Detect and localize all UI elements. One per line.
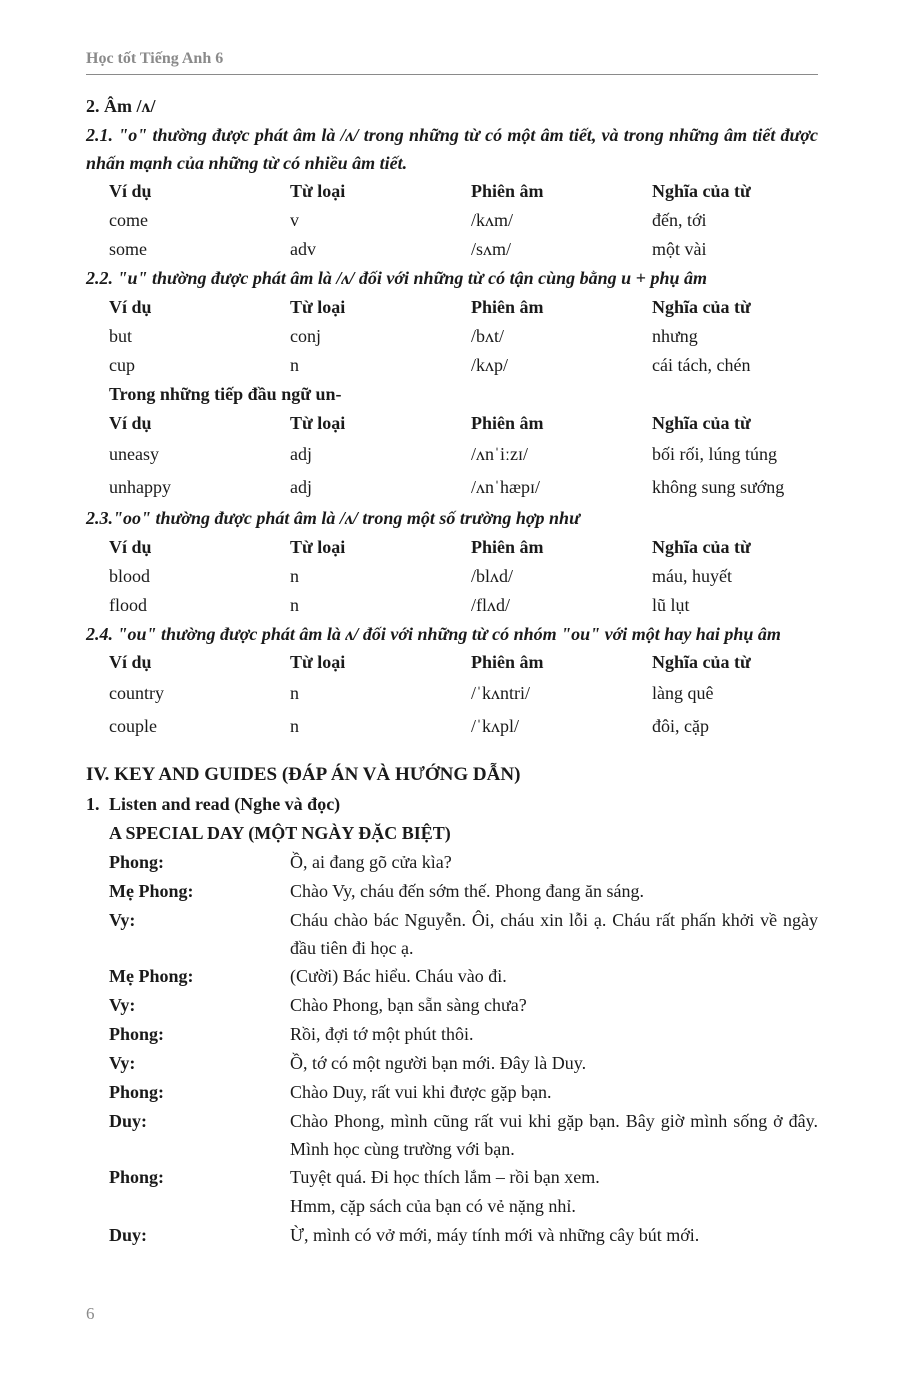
cell-meaning: làng quê	[652, 683, 714, 703]
rule-note: Trong những tiếp đầu ngữ un-	[109, 384, 342, 404]
dialogue-line	[86, 1020, 818, 1049]
table-row	[86, 322, 818, 351]
cell-ipa: /ˈkʌntri/	[471, 683, 530, 703]
cell-word: some	[109, 239, 147, 259]
utterance: Ồ, tớ có một người bạn mới. Đây là Duy.	[290, 1053, 587, 1073]
speaker: Vy:	[109, 910, 136, 930]
table-row	[86, 235, 818, 264]
utterance: Ừ, mình có vở mới, máy tính mới và những cây bút mới.	[290, 1225, 700, 1245]
cell-pos: adj	[290, 444, 312, 464]
cell-pos: n	[290, 683, 299, 703]
cell-pos: v	[290, 210, 299, 230]
header-title: Học tốt Tiếng Anh 6	[86, 50, 224, 67]
header-cell: Phiên âm	[471, 537, 544, 557]
cell-ipa: /ʌnˈhæpɪ/	[471, 477, 541, 497]
header-cell: Nghĩa của từ	[652, 652, 751, 672]
utterance: (Cười) Bác hiểu. Cháu vào đi.	[290, 966, 507, 986]
header-cell: Từ loại	[290, 181, 346, 201]
table-header	[86, 293, 818, 322]
cell-pos: n	[290, 355, 299, 375]
speaker: Vy:	[109, 1053, 136, 1073]
cell-meaning: lũ lụt	[652, 595, 690, 615]
table-row	[86, 591, 818, 620]
utterance-continuation: Hmm, cặp sách của bạn có vẻ nặng nhỉ.	[290, 1196, 576, 1216]
dialogue-line	[86, 962, 818, 991]
header-cell: Phiên âm	[471, 413, 544, 433]
section-heading: 2. Âm /ʌ/	[86, 96, 156, 116]
cell-ipa: /blʌd/	[471, 566, 514, 586]
header-cell: Nghĩa của từ	[652, 297, 751, 317]
table-header	[86, 177, 818, 206]
cell-pos: adj	[290, 477, 312, 497]
speaker: Phong:	[109, 1167, 165, 1187]
header-cell: Nghĩa của từ	[652, 537, 751, 557]
table-row	[86, 438, 818, 471]
cell-pos: n	[290, 566, 299, 586]
cell-pos: n	[290, 716, 299, 736]
header-cell: Từ loại	[290, 537, 346, 557]
reading-title: A SPECIAL DAY (MỘT NGÀY ĐẶC BIỆT)	[109, 823, 451, 843]
cell-ipa: /ˈkʌpl/	[471, 716, 519, 736]
cell-meaning: cái tách, chén	[652, 355, 751, 375]
item-number: 1.	[86, 794, 100, 814]
page-number: 6	[86, 1304, 95, 1323]
dialogue-line	[86, 877, 818, 906]
table-row	[86, 677, 818, 710]
cell-ipa: /sʌm/	[471, 239, 512, 259]
cell-word: couple	[109, 716, 157, 736]
utterance: Chào Phong, bạn sẵn sàng chưa?	[290, 995, 527, 1015]
section-heading: IV. KEY AND GUIDES (ĐÁP ÁN VÀ HƯỚNG DẪN)	[86, 764, 521, 785]
header-cell: Phiên âm	[471, 181, 544, 201]
table-header	[86, 533, 818, 562]
cell-word: blood	[109, 566, 151, 586]
table-header	[86, 648, 818, 677]
header-cell: Ví dụ	[109, 297, 152, 317]
table-row	[86, 206, 818, 235]
cell-ipa: /flʌd/	[471, 595, 510, 615]
table-row	[86, 562, 818, 591]
header-cell: Ví dụ	[109, 413, 152, 433]
cell-ipa: /kʌp/	[471, 355, 509, 375]
header-cell: Từ loại	[290, 652, 346, 672]
table-row	[86, 471, 818, 504]
speaker: Mẹ Phong:	[109, 966, 194, 986]
cell-word: uneasy	[109, 444, 159, 464]
cell-word: come	[109, 210, 148, 230]
speaker: Phong:	[109, 852, 165, 872]
header-cell: Nghĩa của từ	[652, 413, 751, 433]
page-content	[86, 92, 818, 1250]
header-cell: Từ loại	[290, 297, 346, 317]
item-title: Listen and read (Nghe và đọc)	[109, 794, 341, 814]
dialogue-line	[86, 1049, 818, 1078]
cell-meaning: đôi, cặp	[652, 716, 709, 736]
header-cell: Ví dụ	[109, 181, 152, 201]
cell-meaning: không sung sướng	[652, 477, 785, 497]
cell-ipa: /ʌnˈiːzɪ/	[471, 444, 528, 464]
cell-word: but	[109, 326, 133, 346]
cell-word: country	[109, 683, 164, 703]
header-cell: Từ loại	[290, 413, 346, 433]
header-cell: Phiên âm	[471, 297, 544, 317]
cell-word: cup	[109, 355, 135, 375]
dialogue-line	[86, 1078, 818, 1107]
header-cell: Ví dụ	[109, 537, 152, 557]
utterance: Rồi, đợi tớ một phút thôi.	[290, 1024, 474, 1044]
cell-meaning: đến, tới	[652, 210, 707, 230]
rule-text: 2.4. "ou" thường được phát âm là ʌ/ đối với những từ có nhóm "ou" với một hay hai phụ âm	[86, 624, 781, 644]
dialogue-line	[86, 848, 818, 877]
utterance: Chào Vy, cháu đến sớm thế. Phong đang ăn sáng.	[290, 881, 644, 901]
speaker: Duy:	[109, 1111, 148, 1131]
cell-pos: conj	[290, 326, 321, 346]
utterance: Chào Duy, rất vui khi được gặp bạn.	[290, 1082, 552, 1102]
speaker: Mẹ Phong:	[109, 881, 194, 901]
exercise-item	[86, 790, 818, 819]
header-cell: Nghĩa của từ	[652, 181, 751, 201]
dialogue-line	[86, 1163, 818, 1192]
table-header	[86, 409, 818, 438]
rule-text: 2.1. "o" thường được phát âm là /ʌ/ trong những từ có một âm tiết, và trong những âm tiết được nhấn mạnh của những từ có nhiều âm tiết.	[86, 125, 818, 173]
cell-meaning: bối rối, lúng túng	[652, 444, 777, 464]
dialogue-line	[86, 906, 818, 962]
speaker: Duy:	[109, 1225, 148, 1245]
cell-word: flood	[109, 595, 147, 615]
table-row	[86, 710, 818, 743]
speaker: Phong:	[109, 1024, 165, 1044]
dialogue-line	[86, 1107, 818, 1163]
header-cell: Phiên âm	[471, 652, 544, 672]
dialogue-line	[86, 1221, 818, 1250]
speaker: Vy:	[109, 995, 136, 1015]
header-cell: Ví dụ	[109, 652, 152, 672]
cell-word: unhappy	[109, 477, 171, 497]
cell-ipa: /bʌt/	[471, 326, 505, 346]
rule-text: 2.2. "u" thường được phát âm là /ʌ/ đối với những từ có tận cùng bằng u + phụ âm	[86, 268, 707, 288]
speaker: Phong:	[109, 1082, 165, 1102]
table-row	[86, 351, 818, 380]
cell-meaning: một vài	[652, 239, 707, 259]
utterance: Ồ, ai đang gõ cửa kìa?	[290, 852, 452, 872]
utterance: Cháu chào bác Nguyễn. Ôi, cháu xin lỗi ạ. Cháu rất phấn khởi về ngày đầu tiên đi học ạ.	[290, 910, 818, 958]
rule-text: 2.3."oo" thường được phát âm là /ʌ/ trong một số trường hợp như	[86, 508, 580, 528]
running-header	[86, 50, 818, 75]
utterance: Tuyệt quá. Đi học thích lắm – rồi bạn xem.	[290, 1167, 600, 1187]
cell-ipa: /kʌm/	[471, 210, 514, 230]
utterance: Chào Phong, mình cũng rất vui khi gặp bạn. Bây giờ mình sống ở đây. Mình học cùng trường với bạn.	[290, 1111, 818, 1159]
cell-meaning: máu, huyết	[652, 566, 732, 586]
cell-meaning: nhưng	[652, 326, 698, 346]
dialogue-line	[86, 991, 818, 1020]
cell-pos: n	[290, 595, 299, 615]
cell-pos: adv	[290, 239, 316, 259]
